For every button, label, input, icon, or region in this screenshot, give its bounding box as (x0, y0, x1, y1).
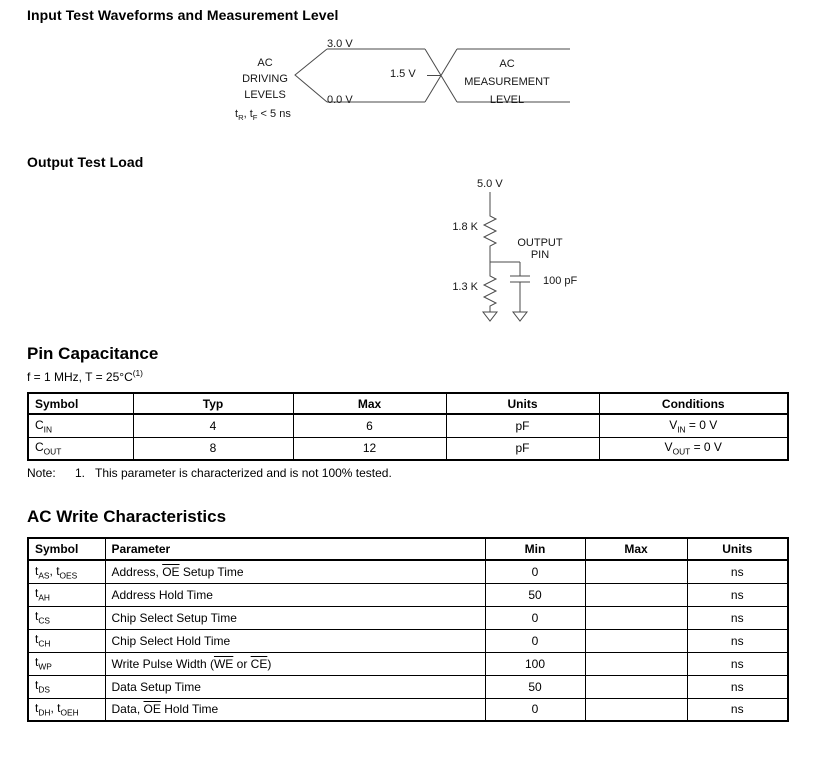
cell-typ: 4 (133, 414, 293, 437)
ac-measurement-level-label (457, 55, 557, 109)
table-row (28, 414, 788, 437)
cell-units: ns (687, 606, 788, 629)
table-row (28, 675, 788, 698)
cell-min: 0 (485, 698, 585, 721)
ac-write-header-row (28, 538, 788, 560)
cell-parameter: Address, $\overline{OE}$ Setup Time (105, 560, 485, 583)
cell-max (585, 698, 687, 721)
table-row (28, 437, 788, 460)
cell-max (585, 560, 687, 583)
cell-min: 50 (485, 675, 585, 698)
note-label: Note: (27, 466, 56, 480)
driving-levels-fan-lines (295, 49, 327, 102)
col-header-units: Units (687, 538, 788, 560)
table-row (28, 652, 788, 675)
cell-units: pF (446, 414, 599, 437)
output-pin-label-line: PIN (530, 249, 550, 261)
cell-max (585, 629, 687, 652)
cell-parameter: Data Setup Time (105, 675, 485, 698)
pin-capacitance-table (27, 392, 789, 461)
cell-symbol: $t_{AH}$ (28, 583, 105, 606)
section-title-ac-write-characteristics: AC Write Characteristics (27, 507, 227, 526)
waveform-low-level-label: 0.0 V (327, 94, 353, 106)
resistor-1-value-label: 1.8 K (452, 221, 478, 233)
ground-symbol-left (483, 312, 497, 321)
capacitor-value-label: 100 pF (543, 275, 578, 287)
cell-units: ns (687, 583, 788, 606)
cell-symbol: $t_{WP}$ (28, 652, 105, 675)
rise-fall-time-label: $t_R$, $t_F < 5$ ns (235, 108, 291, 123)
resistor-2-symbol (484, 273, 496, 312)
table-row (28, 606, 788, 629)
cell-units: ns (687, 652, 788, 675)
table-footnote (27, 466, 392, 480)
cell-conditions: $V_{IN} = 0$ V (599, 414, 788, 437)
col-header-typ: Typ (133, 393, 293, 414)
note-text: This parameter is characterized and is not 100% tested. (95, 466, 392, 480)
section-title-pin-capacitance: Pin Capacitance (27, 344, 159, 363)
cell-typ: 8 (133, 437, 293, 460)
cell-symbol: $t_{CS}$ (28, 606, 105, 629)
cell-min: 0 (485, 560, 585, 583)
table-row (28, 583, 788, 606)
ac-driving-levels-label (234, 55, 296, 103)
cell-units: ns (687, 698, 788, 721)
cell-max (585, 675, 687, 698)
ac-measurement-level-line: LEVEL (489, 94, 525, 106)
cell-min: 0 (485, 629, 585, 652)
cell-symbol: $t_{DS}$ (28, 675, 105, 698)
cell-max: 6 (293, 414, 446, 437)
cell-symbol: $t_{CH}$ (28, 629, 105, 652)
col-header-symbol: Symbol (28, 538, 105, 560)
cell-max (585, 583, 687, 606)
pin-capacitance-header-row (28, 393, 788, 414)
cell-max: 12 (293, 437, 446, 460)
cell-units: ns (687, 560, 788, 583)
cell-parameter: Chip Select Hold Time (105, 629, 485, 652)
output-pin-label-line: OUTPUT (517, 237, 563, 249)
ac-driving-levels-line: LEVELS (244, 89, 286, 101)
table-row (28, 629, 788, 652)
cell-symbol: $C_{OUT}$ (28, 437, 133, 460)
cell-symbol: $C_{IN}$ (28, 414, 133, 437)
test-condition-text: f = 1 MHz, $T = 25^\circ C^{(1)}$ (27, 368, 143, 384)
col-header-symbol: Symbol (28, 393, 133, 414)
ac-driving-levels-line: DRIVING (242, 73, 288, 85)
resistor-1-symbol (484, 213, 496, 250)
cell-max (585, 606, 687, 629)
waveform-mid-level-label: 1.5 V (390, 68, 416, 80)
cell-parameter: Address Hold Time (105, 583, 485, 606)
resistor-2-value-label: 1.3 K (452, 281, 478, 293)
cell-units: pF (446, 437, 599, 460)
waveform-high-level-label: 3.0 V (327, 38, 353, 50)
capacitor-symbol (510, 262, 530, 312)
ac-measurement-level-line: AC (499, 58, 515, 70)
cell-max (585, 652, 687, 675)
ground-symbol-right (513, 312, 527, 321)
cell-min: 50 (485, 583, 585, 606)
col-header-units: Units (446, 393, 599, 414)
cell-parameter: Write Pulse Width ($\overline{WE}$ or $\overline{CE}$) (105, 652, 485, 675)
ac-driving-levels-line: AC (257, 57, 273, 69)
ac-measurement-level-line: MEASUREMENT (464, 76, 550, 88)
col-header-max: Max (585, 538, 687, 560)
col-header-min: Min (485, 538, 585, 560)
ac-write-characteristics-table (27, 537, 789, 722)
cell-min: 0 (485, 606, 585, 629)
col-header-max: Max (293, 393, 446, 414)
cell-symbol: $t_{AS}$, $t_{OES}$ (28, 560, 105, 583)
cell-units: ns (687, 629, 788, 652)
table-row (28, 698, 788, 721)
cell-parameter: Chip Select Setup Time (105, 606, 485, 629)
supply-voltage-label: 5.0 V (477, 178, 503, 190)
col-header-conditions: Conditions (599, 393, 788, 414)
cell-units: ns (687, 675, 788, 698)
col-header-parameter: Parameter (105, 538, 485, 560)
section-title-input-test-waveforms: Input Test Waveforms and Measurement Level (27, 7, 339, 23)
section-title-output-test-load: Output Test Load (27, 154, 144, 170)
table-row (28, 560, 788, 583)
cell-conditions: $V_{OUT} = 0$ V (599, 437, 788, 460)
note-number: 1. (75, 466, 86, 480)
output-pin-label (514, 237, 566, 261)
cell-symbol: $t_{DH}$, $t_{OEH}$ (28, 698, 105, 721)
cell-parameter: Data, $\overline{OE}$ Hold Time (105, 698, 485, 721)
cell-min: 100 (485, 652, 585, 675)
